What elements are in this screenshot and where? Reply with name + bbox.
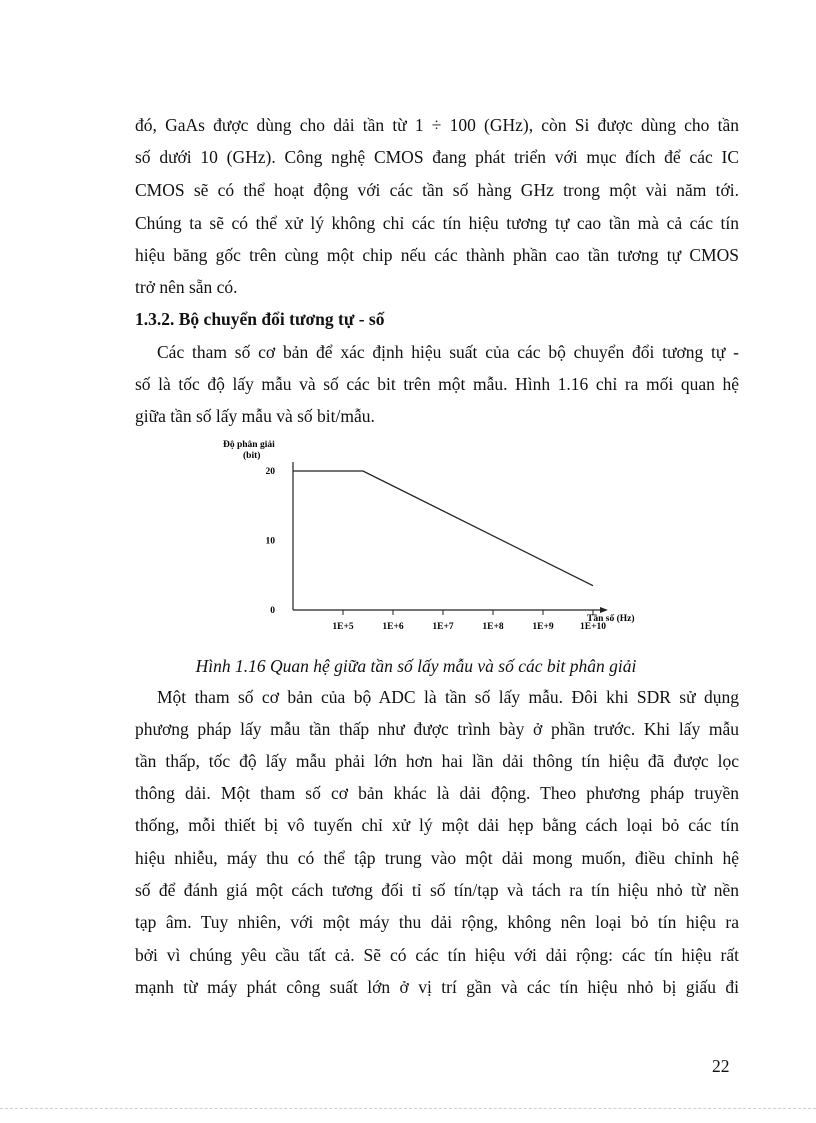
x-tick-label: 1E+10 <box>580 622 606 632</box>
paragraph-line: thông dải. Một tham số cơ bản khác là dải động. Theo phương pháp truyền <box>135 783 739 803</box>
x-tick-label: 1E+7 <box>432 622 454 632</box>
chart-svg <box>205 438 665 638</box>
x-tick-label: 1E+6 <box>382 622 404 632</box>
paragraph-line: tạp âm. Tuy nhiên, với một máy thu dải rộng, không nên loại bỏ tín hiệu ra <box>135 912 739 932</box>
y-axis-unit-label: (bit) <box>243 451 261 461</box>
chart-axes <box>293 462 608 613</box>
paragraph-line: số dưới 10 (GHz). Công nghệ CMOS đang phát triển với mục đích để các IC <box>135 147 739 167</box>
x-tick-label: 1E+9 <box>532 622 554 632</box>
x-tick-label: 1E+8 <box>482 622 504 632</box>
chart-series <box>293 471 593 586</box>
x-tick-label: 1E+5 <box>332 622 354 632</box>
paragraph-line: hiệu nhiễu, máy thu có thể tập trung vào một dải mong muốn, điều chỉnh hệ <box>135 848 739 868</box>
paragraph-line: Một tham số cơ bản của bộ ADC là tần số lấy mẫu. Đôi khi SDR sử dụng <box>157 687 739 707</box>
paragraph-line: Các tham số cơ bản để xác định hiệu suất của các bộ chuyển đổi tương tự - <box>157 342 739 362</box>
paragraph-line: CMOS sẽ có thể hoạt động với các tần số hàng GHz trong một vài năm tới. <box>135 180 739 200</box>
paragraph-line: số là tốc độ lấy mẫu và số các bit trên một mẫu. Hình 1.16 chỉ ra mối quan hệ <box>135 374 739 394</box>
paragraph-line: trở nên sẵn có. <box>135 277 238 297</box>
paragraph-line: tần thấp, tốc độ lấy mẫu phải lớn hơn hai lần dải thông tín hiệu đã được lọc <box>135 751 739 771</box>
paragraph-line: bởi vì chúng yêu cầu tất cả. Sẽ có các tín hiệu với dải rộng: các tín hiệu rất <box>135 945 739 965</box>
paragraph-line: giữa tần số lấy mẫu và số bit/mẫu. <box>135 406 375 426</box>
y-tick-label: 0 <box>270 606 275 616</box>
paragraph-line: số để đánh giá một cách tương đối tỉ số tín/tạp và tách ra tín hiệu nhỏ từ nền <box>135 880 739 900</box>
figure-1-16-chart <box>205 438 665 638</box>
x-axis-arrow <box>600 607 608 613</box>
paragraph-line: đó, GaAs được dùng cho dải tần từ 1 ÷ 100 (GHz), còn Si được dùng cho tần <box>135 115 739 135</box>
paragraph-line: phương pháp lấy mẫu tần thấp như được trình bày ở phần trước. Khi lấy mẫu <box>135 719 739 739</box>
paragraph-line: mạnh từ máy phát công suất lớn ở vị trí gần và các tín hiệu nhỏ bị giấu đi <box>135 977 739 997</box>
section-heading: 1.3.2. Bộ chuyển đổi tương tự - số <box>135 309 385 329</box>
paragraph-line: thống, mỗi thiết bị vô tuyến chỉ xử lý một dải hẹp bằng cách loại bỏ các tín <box>135 815 739 835</box>
series-line <box>293 471 593 586</box>
figure-caption: Hình 1.16 Quan hệ giữa tần số lấy mẫu và số các bit phân giải <box>195 656 637 676</box>
y-tick-label: 20 <box>265 467 275 477</box>
x-axis-label: Tần số (Hz) <box>587 614 635 624</box>
y-ticks <box>266 467 276 616</box>
x-ticks <box>332 610 606 632</box>
y-axis-label: Độ phân giải <box>223 440 275 450</box>
paragraph-line: hiệu băng gốc trên cùng một chip nếu các thành phần cao tần tương tự CMOS <box>135 245 739 265</box>
paragraph-line: Chúng ta sẽ có thể xử lý không chỉ các tín hiệu tương tự cao tần mà cả các tín <box>135 213 739 233</box>
y-tick-label: 10 <box>265 536 275 547</box>
page-number: 22 <box>712 1056 730 1076</box>
page-bottom-divider <box>0 1108 816 1109</box>
